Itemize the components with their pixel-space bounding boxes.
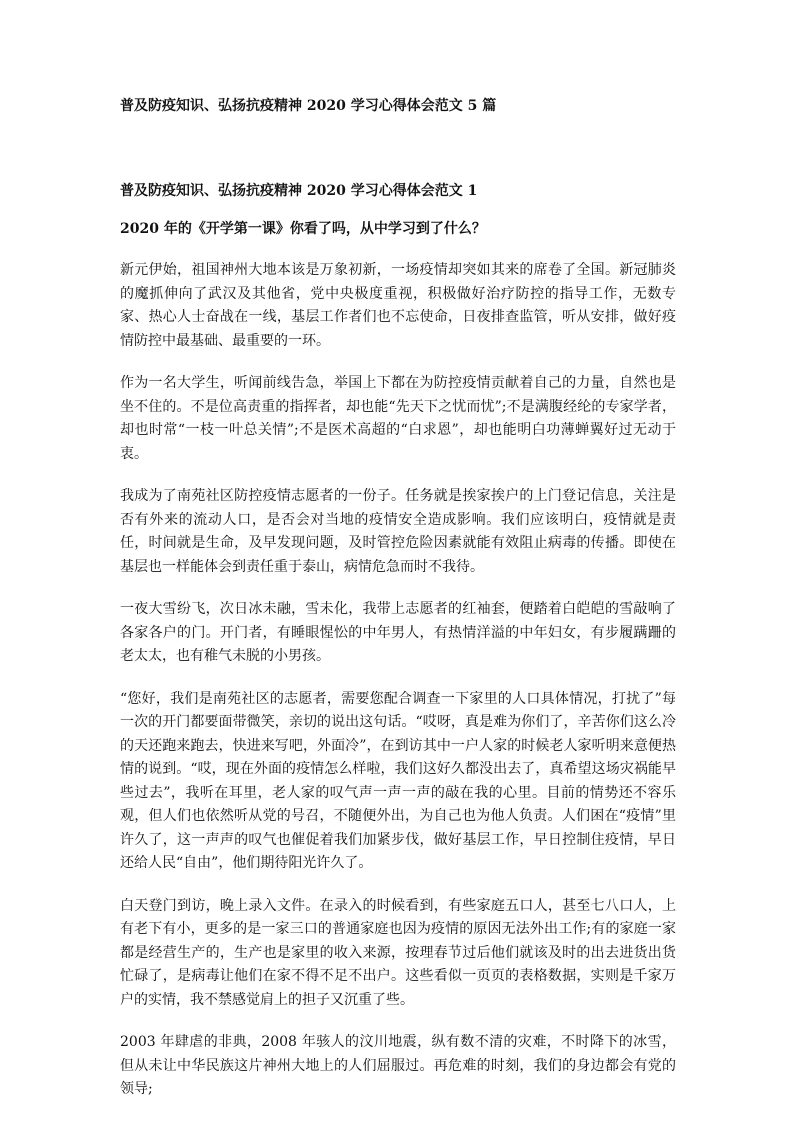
document-title: 普及防疫知识、弘扬抗疫精神 2020 学习心得体会范文 5 篇 — [120, 98, 497, 114]
question-heading: 2020 年的《开学第一课》你看了吗，从中学习到了什么？ — [120, 221, 486, 237]
paragraph-7: 2003 年肆虐的非典，2008 年骇人的汶川地震，纵有数不清的灾难，不时降下的冰雪，但从未让中华民族这片神州大地上的人们屈服过。再危难的时刻，我们的身边都会有党的领导; — [120, 1034, 676, 1097]
document-body — [120, 259, 676, 1121]
paragraph-1: 新元伊始，祖国神州大地本该是万象初新，一场疫情却突如其来的席卷了全国。新冠肺炎的魔抓伸向了武汉及其他省，党中央极度重视，积极做好治疗防控的指导工作，无数专家、热心人士奋战在一线，基层工作者们也不忘使命，日夜排查监管，听从安排，做好疫情防控中最基础、最重要的一环。 — [120, 262, 676, 349]
section-title: 普及防疫知识、弘扬抗疫精神 2020 学习心得体会范文 1 — [120, 183, 478, 199]
paragraph-2: 作为一名大学生，听闻前线告急，举国上下都在为防控疫情贡献着自己的力量，自然也是坐不住的。不是位高责重的指挥者，却也能“先天下之忧而忧”;不是满腹经纶的专家学者，却也时常“一枝一叶总关情”;不是医术高超的“白求恩”，却也能明白功薄蝉翼好过无动于衷。 — [120, 375, 676, 462]
paragraph-6: 白天登门到访，晚上录入文件。在录入的时候看到，有些家庭五口人，甚至七八口人，上有老下有小，更多的是一家三口的普通家庭也因为疫情的原因无法外出工作;有的家庭一家都是经营生产的，生产也是家里的收入来源，按理春节过后他们就该及时的出去进货出货忙碌了，是病毒让他们在家不得不足不出户。这些看似一页页的表格数据，实则是千家万户的实情，我不禁感觉肩上的担子又沉重了些。 — [120, 897, 676, 1008]
paragraph-5: “您好，我们是南苑社区的志愿者，需要您配合调查一下家里的人口具体情况，打扰了”每一次的开门都要面带微笑，亲切的说出这句话。“哎呀，真是难为你们了，辛苦你们这么冷的天还跑来跑去，快进来写吧，外面冷”，在到访其中一户人家的时候老人家听明来意便热情的说到。“哎，现在外面的疫情怎么样啦，我们这好久都没出去了，真希望这场灾祸能早些过去”，我听在耳里，老人家的叹气声一声一声的敲在我的心里。目前的情势还不容乐观，但人们也依然听从党的号召，不随便外出，为自己也为他人负责。人们困在“疫情”里许久了，这一声声的叹气也催促着我们加紧步伐，做好基层工作，早日控制住疫情，早日还给人民“自由”，他们期待阳光许久了。 — [120, 690, 676, 871]
paragraph-4: 一夜大雪纷飞，次日冰未融，雪未化，我带上志愿者的红袖套，便踏着白皑皑的雪敲响了各家各户的门。开门者，有睡眼惺忪的中年男人，有热情洋溢的中年妇女，有步履蹒跚的老太太，也有稚气未脱的小男孩。 — [120, 601, 676, 664]
paragraph-3: 我成为了南苑社区防控疫情志愿者的一份子。任务就是挨家挨户的上门登记信息，关注是否有外来的流动人口，是否会对当地的疫情安全造成影响。我们应该明白，疫情就是责任，时间就是生命，及早发现问题，及时管控危险因素就能有效阻止病毒的传播。即使在基层也一样能体会到责任重于泰山，病情危急而时不我待。 — [120, 488, 676, 575]
